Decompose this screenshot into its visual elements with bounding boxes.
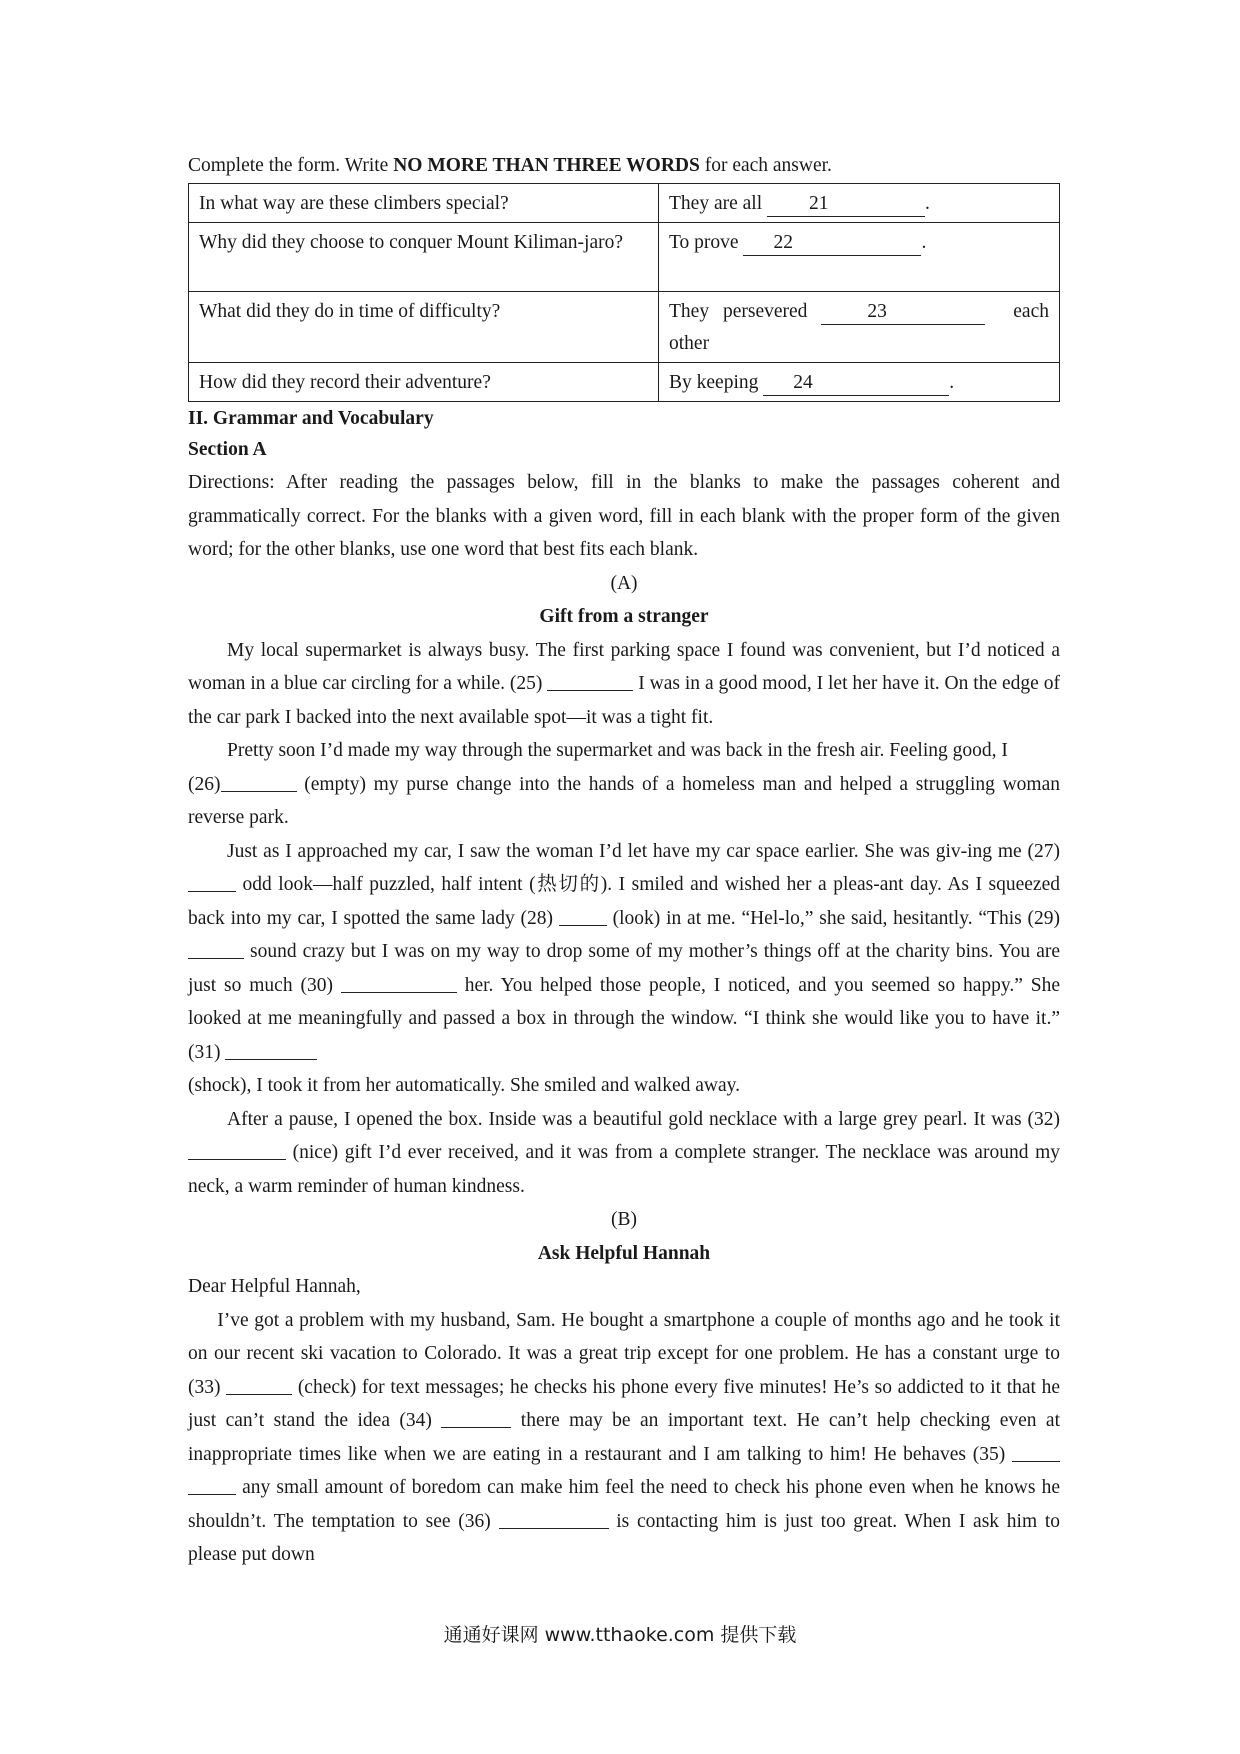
fill-blank [499, 1508, 609, 1529]
fill-blank [188, 1139, 286, 1160]
letter-salutation: Dear Helpful Hannah, [188, 1276, 361, 1297]
passage-paragraph: My local supermarket is always busy. The first parking space I found was convenient, but I’d noticed a woman in a blue car circling for a while. (25) I was in a good mood, I let her have it. On the edge of the car park I backed into the next available spot—it was a tight fit. [188, 639, 1060, 728]
passage-paragraph-cont: (shock), I took it from her automatically. She smiled and walked away. [188, 1075, 740, 1096]
form-row [189, 292, 1060, 363]
passage-title: Ask Helpful Hannah [537, 1242, 711, 1264]
instruction-text-end: for each answer. [699, 155, 832, 176]
fill-blank [547, 670, 633, 691]
fill-blank [221, 771, 297, 792]
blank-number: 22 [773, 232, 793, 253]
directions-paragraph: Directions: After reading the passages below, fill in the blanks to make the passages coherent and grammatically correct. For the blanks with a given word, fill in each blank with the proper form of the given word; for the other blanks, use one word that best fits each blank. [188, 472, 1060, 560]
blank-number: 23 [867, 301, 887, 322]
fill-blank [341, 972, 457, 993]
form-row [189, 184, 1060, 223]
answer-blank [763, 371, 949, 396]
document-page [188, 150, 1060, 1572]
form-row [189, 223, 1060, 292]
passage-paragraph: Just as I approached my car, I saw the woman I’d let have my car space earlier. She was giv-ing me (27) odd look—half puzzled, half intent (热切的). I smiled and wished her a pleas-ant day. As I squeezed back into my car, I spotted the same lady (28) (look) in at me. “Hel-lo,” she said, hesitantly. “This (29) sound crazy but I was on my way to drop some of my mother’s things off at the charity bins. You are just so much (30) her. You helped those people, I noticed, and you seemed so happy.” She looked at me meaningfully and passed a box in through the window. “I think she would like you to have it.” (31) [188, 840, 1060, 1063]
blank-number: 24 [793, 372, 813, 393]
passage-paragraph: Pretty soon I’d made my way through the supermarket and was back in the fresh air. Feeling good, I [227, 740, 1008, 761]
fill-blank [188, 1474, 236, 1495]
form-question: In what way are these climbers special? [189, 184, 659, 223]
passage-title: Gift from a stranger [539, 606, 709, 627]
passage-paragraph-cont: (26) (empty) my purse change into the hands of a homeless man and helped a struggling woman reverse park. [188, 768, 1060, 835]
section-heading: II. Grammar and Vocabulary [188, 408, 434, 429]
instruction-text: Complete the form. Write [188, 155, 394, 176]
passage-paragraph: After a pause, I opened the box. Inside was a beautiful gold necklace with a large grey pearl. It was (32) (nice) gift I’d ever received, and it was from a complete stranger. The necklace was around my neck, a warm reminder of human kindness. [188, 1108, 1060, 1197]
fill-blank [188, 871, 236, 892]
form-row [189, 363, 1060, 402]
fill-blank [1012, 1441, 1060, 1462]
form-answer: By keeping 24 . [659, 363, 1060, 402]
instruction-emphasis: NO MORE THAN THREE WORDS [393, 155, 700, 176]
page-footer: 通通好课网 www.tthaoke.com 提供下载 [443, 1624, 797, 1646]
fill-blank [559, 905, 607, 926]
answer-blank [767, 192, 925, 217]
answer-blank [743, 231, 921, 256]
form-answer: To prove 22 . [659, 223, 1060, 292]
form-instructions [188, 150, 1060, 182]
fill-blank [188, 938, 244, 959]
passage-label: (A) [610, 572, 638, 594]
passage-label: (B) [611, 1209, 637, 1230]
subsection-heading: Section A [188, 438, 267, 460]
form-answer: They persevered 23 each other [659, 292, 1060, 363]
form-answer: They are all 21 . [659, 184, 1060, 223]
answer-form-table [188, 183, 1060, 402]
blank-number: 21 [809, 193, 829, 214]
fill-blank [226, 1374, 292, 1395]
form-question: What did they do in time of difficulty? [189, 292, 659, 363]
fill-blank [441, 1407, 511, 1428]
answer-blank [821, 300, 985, 325]
form-question: Why did they choose to conquer Mount Kiliman-jaro? [189, 223, 659, 292]
form-question: How did they record their adventure? [189, 363, 659, 402]
fill-blank [225, 1039, 317, 1060]
passage-paragraph: I’ve got a problem with my husband, Sam. He bought a smartphone a couple of months ago and he took it on our recent ski vacation to Colorado. It was a great trip except for one problem. He has a constant urge to (33) (check) for text messages; he checks his phone every five minutes! He’s so addicted to it that he just can’t stand the idea (34) there may be an important text. He can’t help checking even at inappropriate times like when we are eating in a restaurant and I am talking to him! He behaves (35) any small amount of boredom can make him feel the need to check his phone even when he knows he shouldn’t. The temptation to see (36) is contacting him is just too great. When I ask him to please put down [188, 1309, 1061, 1565]
